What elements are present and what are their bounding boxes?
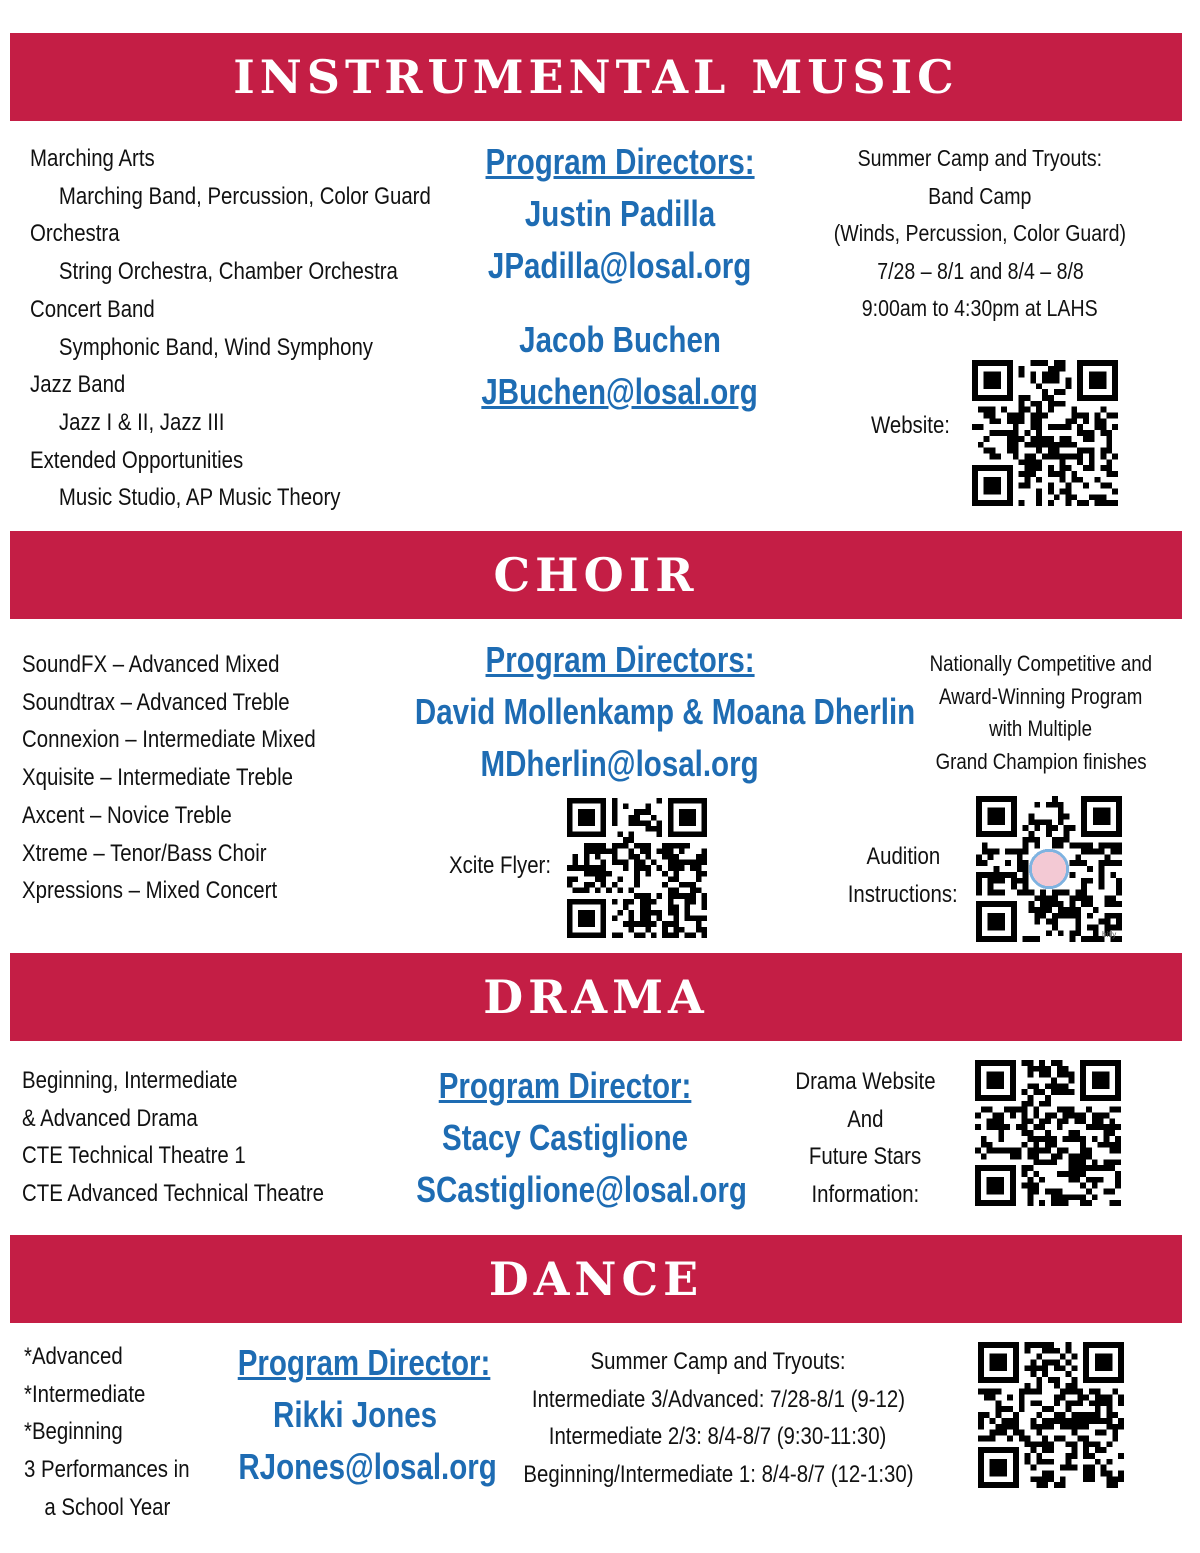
program-item: Orchestra — [30, 220, 120, 248]
choir-group-list — [22, 646, 316, 910]
program-item: Jazz I & II, Jazz III — [58, 408, 225, 436]
choir-awards-note — [905, 648, 1177, 779]
choir-group-item: SoundFX – Advanced Mixed — [22, 651, 280, 678]
drama-title: DRAMA — [483, 970, 709, 1024]
qr-code-icon[interactable] — [976, 796, 1122, 942]
course-item: CTE Technical Theatre 1 — [22, 1142, 246, 1170]
choir-group-item: Xtreme – Tenor/Bass Choir — [22, 839, 267, 867]
director-name: Rikki Jones — [272, 1394, 438, 1435]
director-email-link[interactable]: MDherlin@losal.org — [480, 743, 760, 784]
director-email-link[interactable]: JPadilla@losal.org — [488, 245, 752, 286]
choir-title: CHOIR — [493, 548, 699, 602]
camp-line: 9:00am to 4:30pm at LAHS — [862, 295, 1098, 321]
website-label-line: Future Stars — [808, 1143, 922, 1170]
choir-banner — [10, 531, 1182, 619]
dance-level-item: 3 Performances in — [24, 1456, 190, 1484]
qr-code-icon[interactable] — [978, 1342, 1124, 1488]
award-line: Award-Winning Program — [939, 683, 1143, 709]
program-item: Marching Arts — [30, 145, 155, 172]
dance-level-item: *Intermediate — [24, 1380, 146, 1408]
choir-group-item: Connexion – Intermediate Mixed — [22, 726, 316, 754]
website-label-line: And — [846, 1105, 884, 1133]
drama-banner — [10, 953, 1182, 1041]
course-item: Beginning, Intermediate — [22, 1067, 238, 1094]
course-item: CTE Advanced Technical Theatre — [22, 1180, 325, 1208]
audition-instructions-label: Audition Instructions: — [848, 843, 958, 908]
choir-group-item: Soundtrax – Advanced Treble — [22, 688, 290, 716]
choir-group-item: Xquisite – Intermediate Treble — [22, 764, 294, 792]
directors-heading: Program Directors: — [485, 141, 755, 182]
drama-director — [380, 1060, 750, 1216]
drama-website-label — [775, 1063, 955, 1213]
qr-code-icon[interactable] — [975, 1060, 1121, 1206]
director-email-link[interactable]: RJones@losal.org — [238, 1446, 497, 1487]
director-name: Stacy Castiglione — [441, 1117, 689, 1158]
dance-summer-camp-info — [488, 1343, 948, 1493]
camp-line: (Winds, Percussion, Color Guard) — [833, 220, 1127, 246]
instrumental-program-list — [30, 140, 431, 517]
instrumental-music-title: INSTRUMENTAL MUSIC — [233, 50, 959, 104]
xcite-flyer-label: Xcite Flyer: — [448, 852, 552, 879]
course-item: & Advanced Drama — [22, 1104, 198, 1132]
website-label: Website: — [870, 412, 950, 439]
camp-line: Intermediate 2/3: 8/4-8/7 (9:30-11:30) — [549, 1423, 887, 1450]
dance-level-item: *Beginning — [24, 1418, 123, 1446]
director-name: Jacob Buchen — [519, 319, 721, 360]
director-name: Justin Padilla — [524, 193, 716, 234]
program-item: Music Studio, AP Music Theory — [58, 484, 341, 512]
program-item: Extended Opportunities — [30, 446, 244, 474]
qr-code-icon[interactable] — [972, 360, 1118, 506]
website-label-line: Information: — [811, 1180, 919, 1208]
program-item: Marching Band, Percussion, Color Guard — [58, 182, 431, 210]
drama-course-list — [22, 1062, 324, 1213]
dance-level-list — [24, 1338, 190, 1527]
camp-line: Beginning/Intermediate 1: 8/4-8/7 (12-1:30) — [522, 1460, 914, 1488]
website-label-line: Drama Website — [794, 1068, 936, 1095]
camp-line: Intermediate 3/Advanced: 7/28-8/1 (9-12) — [531, 1385, 905, 1413]
qr-code-icon[interactable] — [567, 798, 707, 938]
choir-group-item: Xpressions – Mixed Concert — [22, 877, 278, 905]
dance-director — [210, 1337, 500, 1493]
instrumental-directors — [420, 136, 820, 418]
director-names: David Mollenkamp & Moana Dherlin — [414, 691, 916, 732]
program-item: Jazz Band — [30, 371, 126, 399]
dance-banner — [10, 1235, 1182, 1323]
camp-line: Summer Camp and Tryouts: — [590, 1348, 846, 1375]
dance-level-item: *Advanced — [24, 1343, 123, 1370]
dance-level-item: a School Year — [44, 1493, 171, 1521]
director-email-link[interactable]: SCastiglione@losal.org — [416, 1169, 747, 1210]
camp-line: Band Camp — [928, 182, 1032, 209]
bitly-label: bitly — [1102, 930, 1117, 939]
program-item: Concert Band — [30, 295, 155, 323]
camp-line: 7/28 – 8/1 and 8/4 – 8/8 — [876, 257, 1084, 284]
choir-directors — [360, 634, 916, 790]
instrumental-music-banner — [10, 33, 1182, 121]
award-line: with Multiple — [989, 716, 1093, 742]
instrumental-summer-camp-info — [790, 140, 1170, 328]
program-item: Symphonic Band, Wind Symphony — [58, 333, 373, 361]
director-email-link[interactable]: JBuchen@losal.org — [481, 371, 759, 412]
directors-heading: Program Directors: — [485, 639, 755, 680]
program-item: String Orchestra, Chamber Orchestra — [58, 258, 398, 286]
director-heading: Program Director: — [438, 1065, 692, 1106]
award-line: Nationally Competitive and — [929, 651, 1153, 676]
choir-group-item: Axcent – Novice Treble — [22, 801, 232, 829]
award-line: Grand Champion finishes — [935, 749, 1147, 775]
director-heading: Program Director: — [237, 1342, 491, 1383]
camp-line: Summer Camp and Tryouts: — [857, 145, 1103, 171]
dance-title: DANCE — [488, 1252, 704, 1306]
